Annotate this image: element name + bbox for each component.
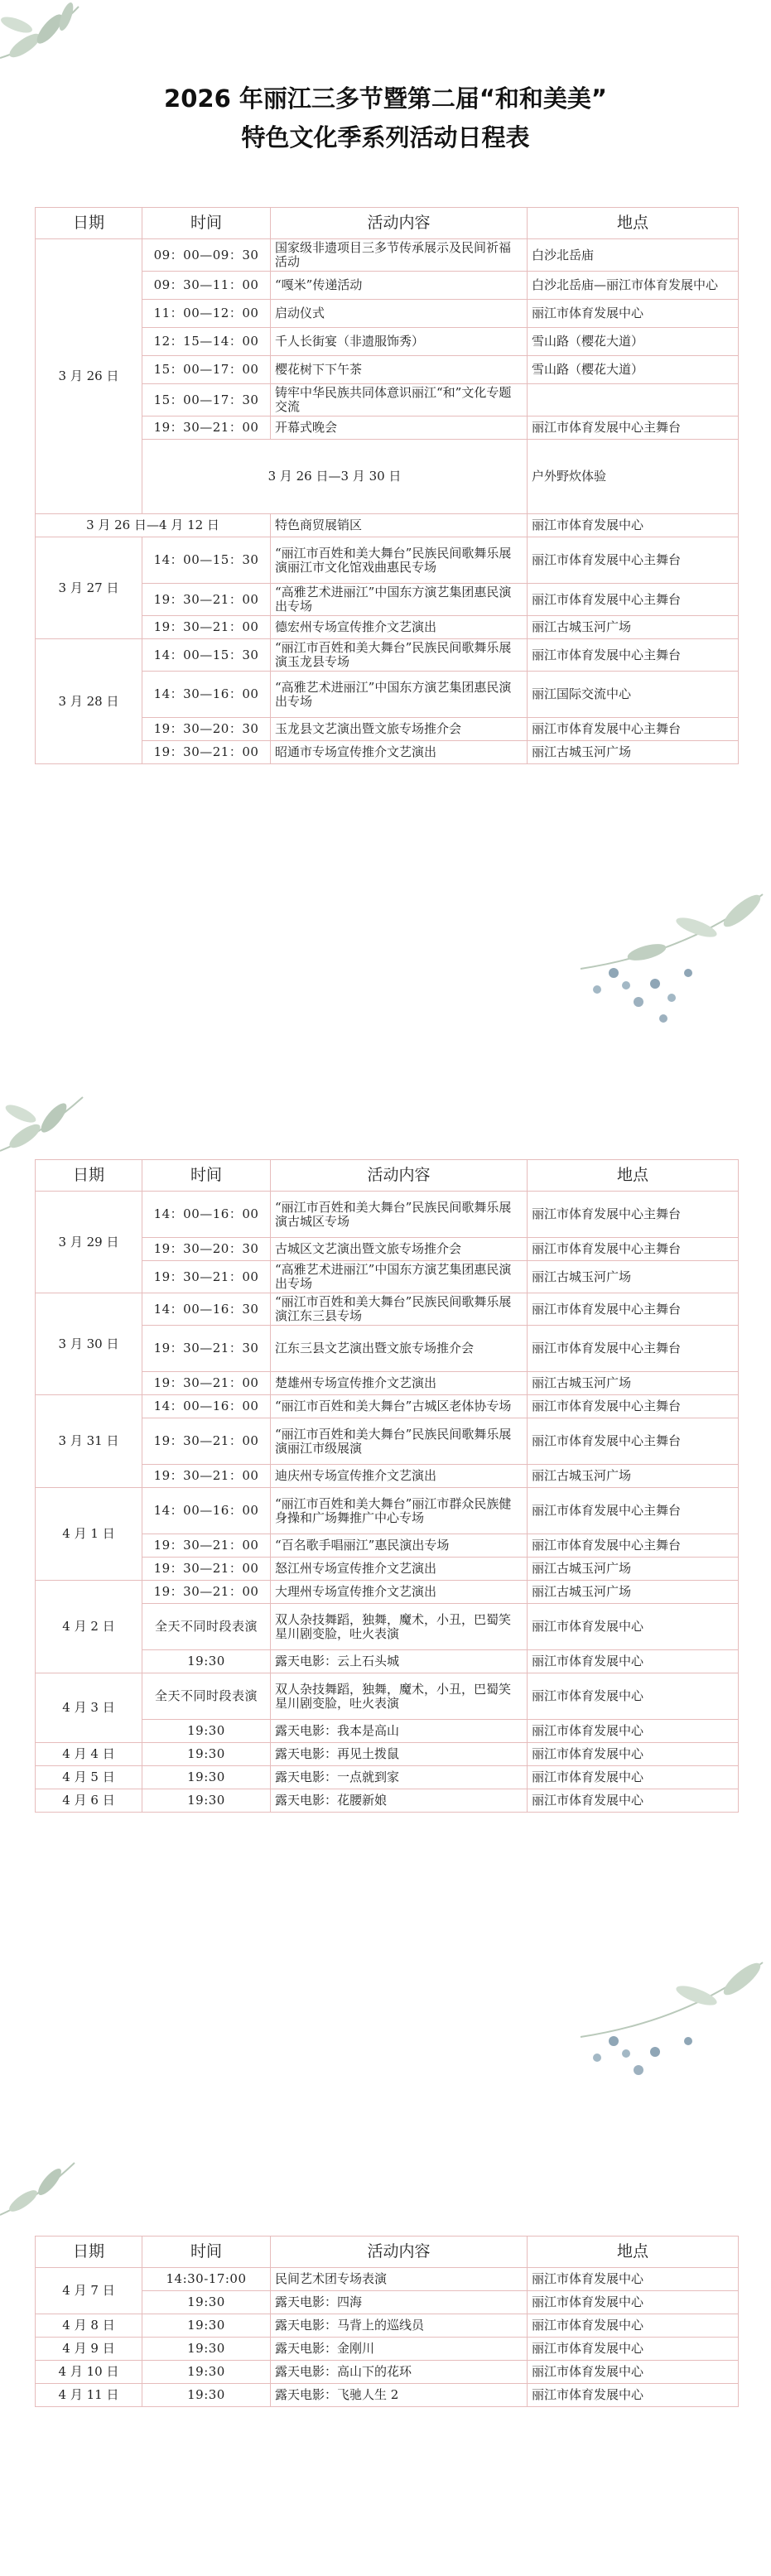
header-row [36, 208, 739, 239]
activity-cell: 特色商贸展销区 [271, 514, 528, 537]
venue-cell: 丽江市体育发展中心 [528, 1743, 739, 1766]
activity-cell: 露天电影：高山下的花环 [271, 2361, 528, 2384]
venue-cell: 丽江市体育发展中心 [528, 1650, 739, 1673]
time-cell: 19：30—21：00 [142, 1534, 271, 1558]
activity-cell: 启动仪式 [271, 300, 528, 328]
time-cell: 14：00—16：00 [142, 1488, 271, 1534]
date-cell: 3 月 26 日 [36, 239, 142, 514]
venue-cell [528, 384, 739, 416]
venue-cell: 丽江市体育发展中心主舞台 [528, 1326, 739, 1372]
time-cell: 09：00—09：30 [142, 239, 271, 272]
activity-cell: 怒江州专场宣传推介文艺演出 [271, 1558, 528, 1581]
table-row [36, 514, 739, 537]
header-date: 日期 [36, 208, 142, 239]
header-row [36, 2237, 739, 2268]
time-cell: 19:30 [142, 2361, 271, 2384]
time-cell: 19：30—21：00 [142, 1261, 271, 1293]
venue-cell: 雪山路（樱花大道） [528, 328, 739, 356]
table-row [36, 1192, 739, 1238]
time-cell: 19：30—21：00 [142, 1465, 271, 1488]
time-cell: 19：30—21：00 [142, 616, 271, 639]
venue-cell: 丽江市体育发展中心 [528, 2361, 739, 2384]
activity-cell: “丽江市百姓和美大舞台”民族民间歌舞乐展演丽江市级展演 [271, 1418, 528, 1465]
header-venue: 地点 [528, 208, 739, 239]
activity-cell: 露天电影：金刚川 [271, 2338, 528, 2361]
header-activity: 活动内容 [271, 208, 528, 239]
table-row [36, 1293, 739, 1326]
activity-cell: 露天电影：花腰新娘 [271, 1789, 528, 1813]
date-cell: 4 月 8 日 [36, 2314, 142, 2338]
table-row [36, 2384, 739, 2407]
venue-cell: 丽江市体育发展中心主舞台 [528, 1192, 739, 1238]
venue-cell: 丽江市体育发展中心 [528, 1766, 739, 1789]
time-cell: 19:30 [142, 1766, 271, 1789]
time-cell: 19：30—21：00 [142, 584, 271, 616]
date-cell: 3 月 30 日 [36, 1293, 142, 1395]
venue-cell: 丽江市体育发展中心主舞台 [528, 584, 739, 616]
venue-cell: 丽江市体育发展中心 [528, 2268, 739, 2291]
time-cell: 19：30—21：00 [142, 1581, 271, 1604]
venue-cell: 丽江古城玉河广场 [528, 616, 739, 639]
date-cell: 4 月 2 日 [36, 1581, 142, 1673]
title-line-1: 2026 年丽江三多节暨第二届“和和美美” [164, 84, 607, 113]
table-row [36, 239, 739, 272]
time-cell: 19:30 [142, 1743, 271, 1766]
header-time: 时间 [142, 208, 271, 239]
activity-cell: 户外野炊体验 [528, 440, 739, 514]
berry-branch-decoration [564, 878, 771, 1068]
activity-cell: 江东三县文艺演出暨文旅专场推介会 [271, 1326, 528, 1372]
table-row [36, 1743, 739, 1766]
date-cell: 3 月 29 日 [36, 1192, 142, 1293]
activity-cell: 露天电影：我本是高山 [271, 1720, 528, 1743]
table-row [36, 1673, 739, 1720]
activity-cell: “丽江市百姓和美大舞台”民族民间歌舞乐展演江东三县专场 [271, 1293, 528, 1326]
date-range-cell: 3 月 26 日—3 月 30 日 [142, 440, 528, 514]
time-cell: 19:30 [142, 2338, 271, 2361]
header-activity: 活动内容 [271, 2237, 528, 2268]
activity-cell: 民间艺术团专场表演 [271, 2268, 528, 2291]
time-cell: 19：30—21：00 [142, 1372, 271, 1395]
table-row [36, 2268, 739, 2291]
leaf-decoration-top-left [0, 0, 91, 91]
activity-cell: 国家级非遗项目三多节传承展示及民间祈福活动 [271, 239, 528, 272]
venue-cell: 丽江市体育发展中心主舞台 [528, 1395, 739, 1418]
time-cell: 19:30 [142, 2291, 271, 2314]
time-cell: 19：30—21：00 [142, 416, 271, 440]
time-cell: 14：00—16：00 [142, 1192, 271, 1238]
time-cell: 全天不同时段表演 [142, 1604, 271, 1650]
time-cell: 14：00—15：30 [142, 639, 271, 672]
table-row [36, 2314, 739, 2338]
table-row [36, 1789, 739, 1813]
venue-cell: 丽江古城玉河广场 [528, 741, 739, 764]
table-row [36, 2338, 739, 2361]
time-cell: 12：15—14：00 [142, 328, 271, 356]
table-row [36, 2361, 739, 2384]
date-range-cell: 3 月 26 日—4 月 12 日 [36, 514, 271, 537]
header-venue: 地点 [528, 2237, 739, 2268]
berry-branch-decoration [564, 1946, 771, 2136]
venue-cell: 丽江古城玉河广场 [528, 1558, 739, 1581]
venue-cell: 丽江古城玉河广场 [528, 1372, 739, 1395]
time-cell: 15：00—17：30 [142, 384, 271, 416]
time-cell: 15：00—17：00 [142, 356, 271, 384]
time-cell: 14：00—16：00 [142, 1395, 271, 1418]
venue-cell: 丽江市体育发展中心主舞台 [528, 1293, 739, 1326]
activity-cell: 双人杂技舞蹈，独舞，魔术，小丑，巴蜀笑星川剧变脸，吐火表演 [271, 1604, 528, 1650]
activity-cell: 露天电影：马背上的巡线员 [271, 2314, 528, 2338]
date-cell: 4 月 6 日 [36, 1789, 142, 1813]
time-cell: 19:30 [142, 1720, 271, 1743]
time-cell: 19：30—21：00 [142, 741, 271, 764]
activity-cell: 露天电影：飞驰人生 2 [271, 2384, 528, 2407]
time-cell: 14:30-17:00 [142, 2268, 271, 2291]
venue-cell: 丽江市体育发展中心主舞台 [528, 1238, 739, 1261]
venue-cell: 丽江市体育发展中心主舞台 [528, 537, 739, 584]
date-cell: 3 月 27 日 [36, 537, 142, 639]
activity-cell: 双人杂技舞蹈，独舞，魔术，小丑，巴蜀笑星川剧变脸，吐火表演 [271, 1673, 528, 1720]
venue-cell: 丽江市体育发展中心主舞台 [528, 718, 739, 741]
activity-cell: 楚雄州专场宣传推介文艺演出 [271, 1372, 528, 1395]
table-row [36, 537, 739, 584]
activity-cell: 露天电影：四海 [271, 2291, 528, 2314]
time-cell: 19:30 [142, 1650, 271, 1673]
date-cell: 4 月 4 日 [36, 1743, 142, 1766]
venue-cell: 白沙北岳庙—丽江市体育发展中心 [528, 272, 739, 300]
venue-cell: 丽江市体育发展中心 [528, 300, 739, 328]
date-cell: 4 月 5 日 [36, 1766, 142, 1789]
activity-cell: “百名歌手唱丽江”惠民演出专场 [271, 1534, 528, 1558]
schedule-table-2 [35, 1159, 739, 1813]
header-time: 时间 [142, 1160, 271, 1192]
time-cell: 全天不同时段表演 [142, 1673, 271, 1720]
activity-cell: 大理州专场宣传推介文艺演出 [271, 1581, 528, 1604]
venue-cell: 丽江国际交流中心 [528, 672, 739, 718]
schedule-page-1 [0, 0, 771, 1068]
time-cell: 19：30—21：00 [142, 1558, 271, 1581]
activity-cell: 昭通市专场宣传推介文艺演出 [271, 741, 528, 764]
table-row [36, 1766, 739, 1789]
schedule-table-3 [35, 2236, 739, 2407]
header-activity: 活动内容 [271, 1160, 528, 1192]
activity-cell: 露天电影：再见土拨鼠 [271, 1743, 528, 1766]
schedule-table-1 [35, 207, 739, 764]
activity-cell: “嘎米”传递活动 [271, 272, 528, 300]
venue-cell: 丽江市体育发展中心 [528, 2338, 739, 2361]
header-date: 日期 [36, 1160, 142, 1192]
table-row [36, 639, 739, 672]
time-cell: 14：30—16：00 [142, 672, 271, 718]
activity-cell: 德宏州专场宣传推介文艺演出 [271, 616, 528, 639]
venue-cell: 丽江市体育发展中心 [528, 1673, 739, 1720]
date-cell: 3 月 31 日 [36, 1395, 142, 1488]
activity-cell: 铸牢中华民族共同体意识丽江“和”文化专题交流 [271, 384, 528, 416]
activity-cell: “丽江市百姓和美大舞台”民族民间歌舞乐展演玉龙县专场 [271, 639, 528, 672]
time-cell: 19:30 [142, 1789, 271, 1813]
venue-cell: 丽江市体育发展中心 [528, 514, 739, 537]
date-cell: 4 月 11 日 [36, 2384, 142, 2407]
date-cell: 4 月 1 日 [36, 1488, 142, 1581]
venue-cell: 丽江古城玉河广场 [528, 1261, 739, 1293]
time-cell: 11：00—12：00 [142, 300, 271, 328]
header-date: 日期 [36, 2237, 142, 2268]
venue-cell: 丽江古城玉河广场 [528, 1581, 739, 1604]
date-cell: 4 月 3 日 [36, 1673, 142, 1743]
activity-cell: 樱花树下下午茶 [271, 356, 528, 384]
date-cell: 4 月 10 日 [36, 2361, 142, 2384]
venue-cell: 丽江市体育发展中心主舞台 [528, 416, 739, 440]
activity-cell: “丽江市百姓和美大舞台”民族民间歌舞乐展演古城区专场 [271, 1192, 528, 1238]
activity-cell: 露天电影：云上石头城 [271, 1650, 528, 1673]
header-row [36, 1160, 739, 1192]
activity-cell: “高雅艺术进丽江”中国东方演艺集团惠民演出专场 [271, 584, 528, 616]
venue-cell: 丽江市体育发展中心 [528, 2384, 739, 2407]
venue-cell: 丽江市体育发展中心 [528, 1720, 739, 1743]
venue-cell: 雪山路（樱花大道） [528, 356, 739, 384]
activity-cell: “高雅艺术进丽江”中国东方演艺集团惠民演出专场 [271, 672, 528, 718]
time-cell: 14：00—15：30 [142, 537, 271, 584]
activity-cell: “丽江市百姓和美大舞台”民族民间歌舞乐展演丽江市文化馆戏曲惠民专场 [271, 537, 528, 584]
activity-cell: “高雅艺术进丽江”中国东方演艺集团惠民演出专场 [271, 1261, 528, 1293]
venue-cell: 丽江市体育发展中心主舞台 [528, 639, 739, 672]
table-row [36, 1488, 739, 1534]
venue-cell: 丽江市体育发展中心主舞台 [528, 1534, 739, 1558]
table-row [36, 1395, 739, 1418]
venue-cell: 丽江市体育发展中心主舞台 [528, 1418, 739, 1465]
time-cell: 19:30 [142, 2384, 271, 2407]
header-time: 时间 [142, 2237, 271, 2268]
venue-cell: 丽江古城玉河广场 [528, 1465, 739, 1488]
activity-cell: 玉龙县文艺演出暨文旅专场推介会 [271, 718, 528, 741]
activity-cell: 露天电影：一点就到家 [271, 1766, 528, 1789]
leaf-decoration-top-left [0, 2153, 83, 2236]
activity-cell: “丽江市百姓和美大舞台”丽江市群众民族健身操和广场舞推广中心专场 [271, 1488, 528, 1534]
time-cell: 19：30—21：30 [142, 1326, 271, 1372]
date-cell: 3 月 28 日 [36, 639, 142, 764]
date-cell: 4 月 9 日 [36, 2338, 142, 2361]
activity-cell: 千人长街宴（非遗服饰秀） [271, 328, 528, 356]
time-cell: 09：30—11：00 [142, 272, 271, 300]
venue-cell: 丽江市体育发展中心 [528, 1789, 739, 1813]
venue-cell: 白沙北岳庙 [528, 239, 739, 272]
time-cell: 19：30—20：30 [142, 1238, 271, 1261]
venue-cell: 丽江市体育发展中心 [528, 2314, 739, 2338]
activity-cell: 迪庆州专场宣传推介文艺演出 [271, 1465, 528, 1488]
table-row [36, 1581, 739, 1604]
activity-cell: “丽江市百姓和美大舞台”古城区老体协专场 [271, 1395, 528, 1418]
activity-cell: 古城区文艺演出暨文旅专场推介会 [271, 1238, 528, 1261]
time-cell: 19：30—20：30 [142, 718, 271, 741]
page-title [0, 79, 771, 157]
venue-cell: 丽江市体育发展中心 [528, 2291, 739, 2314]
header-venue: 地点 [528, 1160, 739, 1192]
title-line-2: 特色文化季系列活动日程表 [241, 123, 530, 152]
schedule-page-3 [0, 2136, 771, 2576]
venue-cell: 丽江市体育发展中心主舞台 [528, 1488, 739, 1534]
time-cell: 14：00—16：30 [142, 1293, 271, 1326]
time-cell: 19:30 [142, 2314, 271, 2338]
activity-cell: 开幕式晚会 [271, 416, 528, 440]
venue-cell: 丽江市体育发展中心 [528, 1604, 739, 1650]
schedule-page-2 [0, 1068, 771, 2136]
date-cell: 4 月 7 日 [36, 2268, 142, 2314]
time-cell: 19：30—21：00 [142, 1418, 271, 1465]
